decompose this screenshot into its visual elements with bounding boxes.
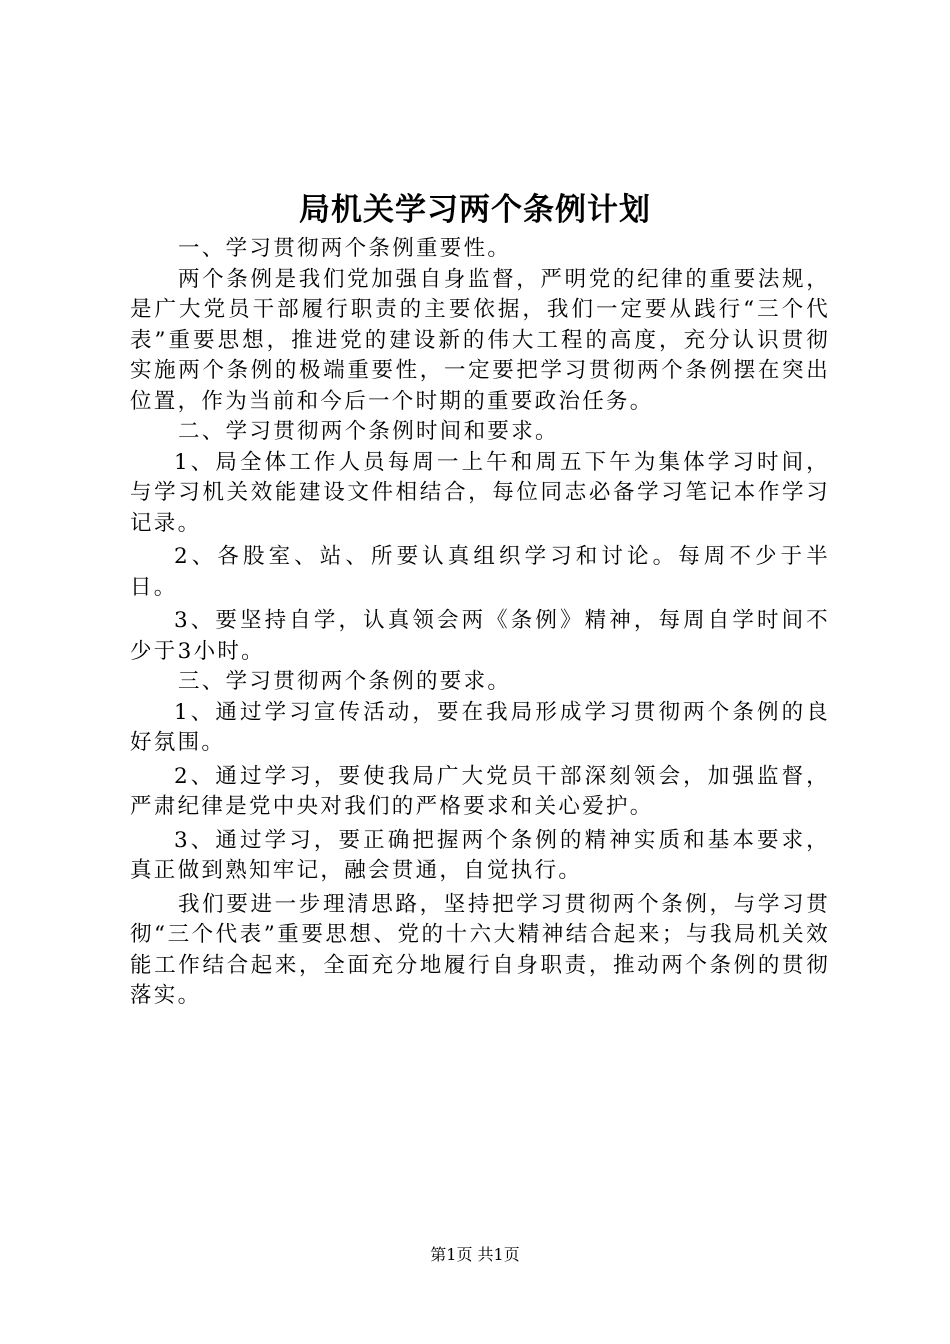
- section-heading-3: 三、学习贯彻两个条例的要求。: [178, 669, 512, 694]
- list-item: 2、通过学习，要使我局广大党员干部深刻领会，加强监督，严肃纪律是党中央对我们的严格要求和关心爱护。: [130, 763, 830, 819]
- document-body: [130, 234, 830, 1012]
- list-item: 3、要坚持自学，认真领会两《条例》精神，每周自学时间不少于3小时。: [130, 608, 830, 664]
- section-heading-1: 一、学习贯彻两个条例重要性。: [178, 236, 512, 261]
- list-item: 3、通过学习，要正确把握两个条例的精神实质和基本要求，真正做到熟知牢记，融会贯通，自觉执行。: [130, 827, 830, 883]
- paragraph-importance: 两个条例是我们党加强自身监督，严明党的纪律的重要法规，是广大党员干部履行职责的主要依据，我们一定要从践行“三个代表”重要思想，推进党的建设新的伟大工程的高度，充分认识贯彻实施两个条例的极端重要性，一定要把学习贯彻两个条例摆在突出位置，作为当前和今后一个时期的重要政治任务。: [130, 266, 830, 414]
- list-item: 1、局全体工作人员每周一上午和周五下午为集体学习时间，与学习机关效能建设文件相结合，每位同志必备学习笔记本作学习记录。: [130, 449, 830, 536]
- section-heading-2: 二、学习贯彻两个条例时间和要求。: [178, 419, 559, 444]
- paragraph-conclusion: 我们要进一步理清思路，坚持把学习贯彻两个条例，与学习贯彻“三个代表”重要思想、党的十六大精神结合起来；与我局机关效能工作结合起来，全面充分地履行自身职责，推动两个条例的贯彻落实。: [130, 891, 830, 1008]
- list-item: 1、通过学习宣传活动，要在我局形成学习贯彻两个条例的良好氛围。: [130, 699, 830, 755]
- document-title: 局机关学习两个条例计划: [299, 192, 651, 228]
- page-footer: 第1页 共1页: [430, 1245, 520, 1264]
- list-item: 2、各股室、站、所要认真组织学习和讨论。每周不少于半日。: [130, 544, 830, 600]
